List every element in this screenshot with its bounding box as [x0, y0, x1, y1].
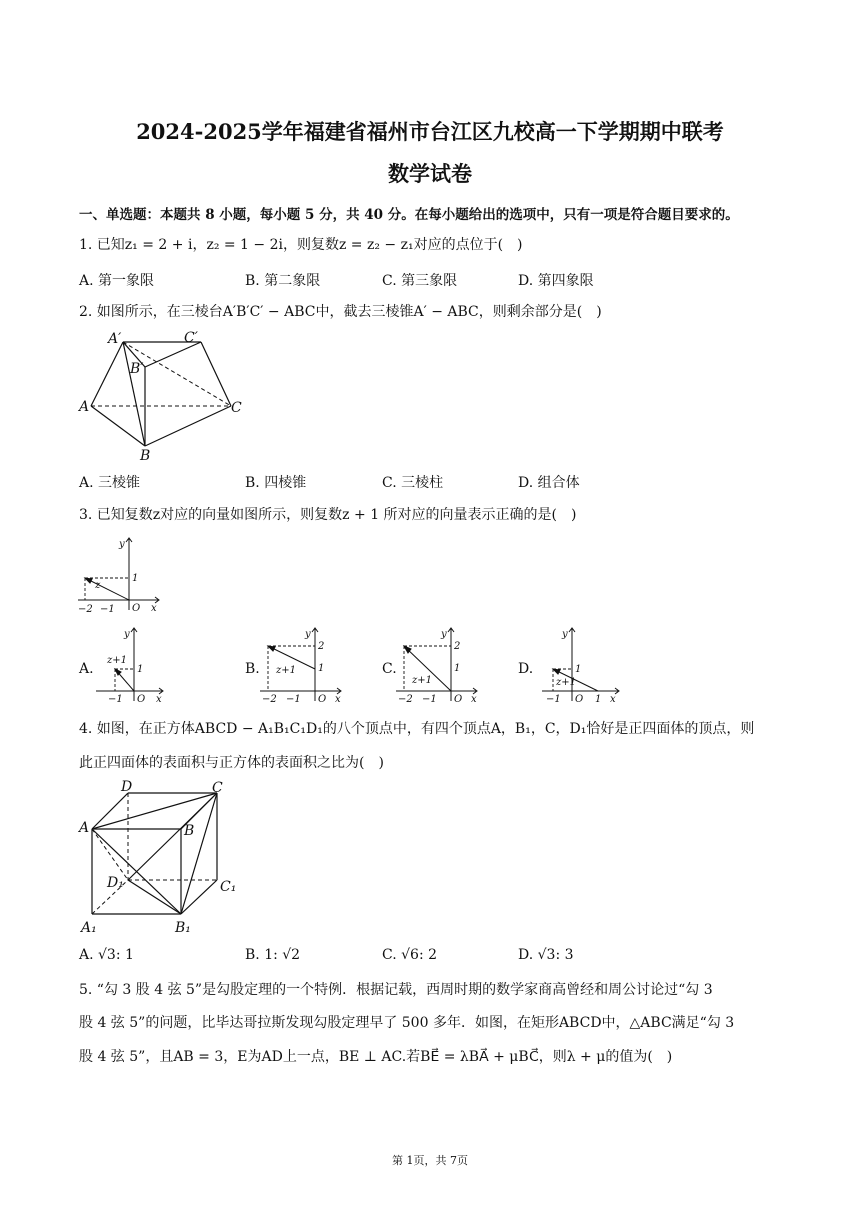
q1-option-d: D. 第四象限: [518, 273, 594, 289]
frustum-figure: [76, 328, 256, 468]
q3-main-figure: [76, 535, 166, 615]
q3-option-c-figure: [394, 625, 484, 705]
vector-label-z: z: [95, 580, 101, 591]
origin: O: [132, 603, 141, 614]
svg-text:−2: −2: [262, 694, 277, 705]
svg-text:−2: −2: [398, 694, 413, 705]
svg-text:−1: −1: [422, 694, 437, 705]
svg-text:y: y: [562, 629, 568, 640]
svg-text:−1: −1: [546, 694, 561, 705]
q4-stem-line1: 4. 如图，在正方体ABCD − A₁B₁C₁D₁的八个顶点中，有四个顶点A，B₁，C，D₁恰好是正四面体的顶点，则: [79, 721, 755, 737]
q3-stem: 3. 已知复数z对应的向量如图所示，则复数z + 1 所对应的向量表示正确的是( ): [79, 507, 577, 523]
q4-option-c: C. √6: 2: [382, 947, 438, 963]
svg-text:A: A: [79, 820, 90, 836]
axis-y: y: [119, 539, 125, 550]
label-a: A: [79, 399, 90, 415]
q5-line2: 股 4 弦 5”的问题，比毕达哥拉斯发现勾股定理早了 500 多年．如图，在矩形ABCD中，△ABC满足“勾 3: [79, 1015, 735, 1031]
svg-text:B: B: [184, 823, 195, 839]
svg-text:B₁: B₁: [175, 920, 191, 936]
q5-line3: 股 4 弦 5”，且AB = 3，E为AD上一点，BE ⊥ AC.若BE⃗ = λBA⃗ + μBC⃗，则λ + μ的值为( ): [79, 1049, 673, 1065]
label-c-prime: C′: [184, 330, 198, 346]
svg-text:O: O: [575, 694, 584, 705]
svg-text:C: C: [212, 780, 223, 796]
section-heading: 一、单选题：本题共 8 小题，每小题 5 分，共 40 分。在每小题给出的选项中，只有一项是符合题目要求的。: [79, 207, 739, 223]
svg-text:O: O: [454, 694, 463, 705]
paper-title: 2024-2025学年福建省福州市台江区九校高一下学期期中联考: [136, 119, 724, 144]
q4-option-a: A. √3: 1: [79, 947, 134, 963]
label-b: B: [140, 448, 151, 464]
q2-option-a: A. 三棱锥: [79, 475, 141, 491]
svg-text:1: 1: [454, 663, 461, 674]
svg-text:z+1: z+1: [276, 665, 297, 676]
svg-text:x: x: [610, 694, 616, 705]
q3-option-a-letter: A.: [79, 661, 94, 677]
q2-option-d: D. 组合体: [518, 475, 580, 491]
svg-text:y: y: [441, 629, 447, 640]
svg-text:1: 1: [595, 694, 602, 705]
svg-text:C₁: C₁: [220, 879, 237, 895]
tick-m2: −2: [78, 604, 93, 615]
svg-text:O: O: [137, 694, 146, 705]
q2-stem: 2. 如图所示，在三棱台A′B′C′ − ABC中，截去三棱锥A′ − ABC，则剩余部分是( ): [79, 304, 602, 320]
q2-option-b: B. 四棱锥: [245, 475, 307, 491]
svg-text:2: 2: [318, 641, 325, 652]
svg-text:z+1: z+1: [556, 677, 577, 688]
tick-1: 1: [132, 573, 139, 584]
q2-option-c: C. 三棱柱: [382, 475, 444, 491]
svg-text:1: 1: [318, 663, 325, 674]
svg-text:−1: −1: [108, 694, 123, 705]
svg-text:1: 1: [575, 664, 582, 675]
q1-option-c: C. 第三象限: [382, 273, 458, 289]
svg-text:A₁: A₁: [81, 920, 97, 936]
q4-stem-line2: 此正四面体的表面积与正方体的表面积之比为( ): [79, 755, 384, 771]
svg-text:D₁: D₁: [107, 875, 124, 891]
paper-subtitle: 数学试卷: [388, 161, 472, 186]
page-footer: 第 1页，共 7页: [392, 1154, 468, 1167]
label-b-prime: B′: [130, 361, 144, 377]
q1-option-b: B. 第二象限: [245, 273, 321, 289]
q3-option-d-letter: D.: [518, 661, 534, 677]
q3-option-d-figure: [540, 625, 625, 705]
tick-m1: −1: [100, 604, 115, 615]
cube-figure: [76, 780, 246, 940]
q5-line1: 5. “勾 3 股 4 弦 5”是勾股定理的一个特例．根据记载，西周时期的数学家商高曾经和周公讨论过“勾 3: [79, 982, 713, 998]
q4-option-b: B. 1: √2: [245, 947, 301, 963]
svg-text:D: D: [121, 780, 133, 795]
svg-text:x: x: [156, 694, 162, 705]
label-c: C: [231, 400, 242, 416]
q3-option-a-figure: [94, 625, 169, 705]
q4-option-d: D. √3: 3: [518, 947, 574, 963]
svg-text:x: x: [471, 694, 477, 705]
svg-text:z+1: z+1: [107, 655, 128, 666]
svg-text:O: O: [318, 694, 327, 705]
svg-text:z+1: z+1: [412, 675, 433, 686]
svg-text:x: x: [335, 694, 341, 705]
axis-x: x: [151, 603, 157, 614]
label-a-prime: A′: [108, 331, 122, 347]
q3-option-b-figure: [258, 625, 348, 705]
svg-text:y: y: [124, 629, 130, 640]
svg-text:y: y: [305, 629, 311, 640]
q1-stem: 1. 已知z₁ = 2 + i，z₂ = 1 − 2i，则复数z = z₂ − z₁对应的点位于( ): [79, 237, 523, 253]
svg-text:2: 2: [454, 641, 461, 652]
q3-option-b-letter: B.: [245, 661, 260, 677]
svg-text:−1: −1: [286, 694, 301, 705]
q1-option-a: A. 第一象限: [79, 273, 155, 289]
svg-text:1: 1: [137, 664, 144, 675]
q3-option-c-letter: C.: [382, 661, 397, 677]
